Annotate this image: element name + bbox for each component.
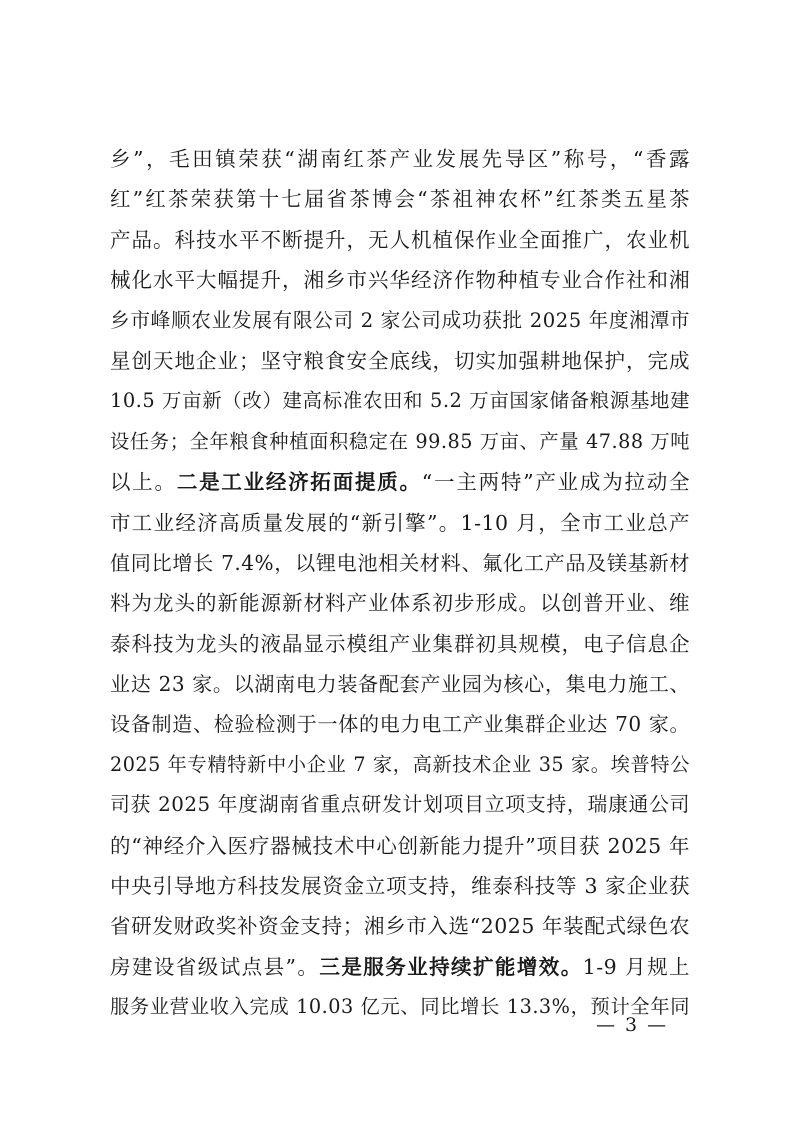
- text-line: [110, 583, 690, 623]
- text-segment: 1-9 月规上: [582, 954, 691, 979]
- text-line: [110, 624, 690, 664]
- text-line: [110, 260, 690, 300]
- text-line: [110, 301, 690, 341]
- text-line: [110, 866, 690, 906]
- text-segment: 械化水平大幅提升，湘乡市兴华经济作物种植专业合作社和湘: [110, 268, 690, 293]
- text-segment: 以上。: [110, 470, 177, 495]
- text-segment: 乡”，毛田镇荣获“湖南红茶产业发展先导区”称号，“香露: [110, 147, 690, 171]
- bold-heading-segment: 三是服务业持续扩能增效。: [319, 954, 583, 979]
- text-segment: 房建设省级试点县”。: [110, 954, 320, 979]
- text-segment: 料为龙头的新能源新材料产业体系初步形成。以创普开业、维: [110, 591, 690, 616]
- text-segment: 中央引导地方科技发展资金立项支持，维泰科技等 3 家企业获: [110, 874, 690, 899]
- text-segment: 服务业营业收入完成 10.03 亿元、同比增长 13.3%，预计全年同: [110, 995, 690, 1019]
- text-line: [110, 543, 690, 583]
- text-segment: 2025 年专精特新中小企业 7 家，高新技术企业 35 家。埃普特公: [110, 752, 690, 776]
- text-segment: 市工业经济高质量发展的“新引擎”。1-10 月，全市工业总产: [110, 510, 690, 535]
- text-segment: 的“神经介入医疗器械技术中心创新能力提升”项目获 2025 年: [110, 833, 690, 858]
- text-line: [110, 503, 690, 543]
- bold-heading-segment: 二是工业经济拓面提质。: [176, 470, 422, 495]
- text-line: [110, 826, 690, 866]
- text-segment: 红”红茶荣获第十七届省茶博会“茶祖神农杯”红茶类五星茶: [110, 187, 690, 212]
- text-line: [110, 381, 690, 421]
- text-segment: 值同比增长 7.4%，以锂电池相关材料、氟化工产品及镁基新材: [110, 550, 690, 575]
- text-line: [110, 745, 690, 785]
- text-line: [110, 139, 690, 179]
- text-line: [110, 785, 690, 825]
- text-segment: 10.5 万亩新（改）建高标准农田和 5.2 万亩国家储备粮源基地建: [110, 389, 690, 413]
- text-line: [110, 220, 690, 260]
- text-segment: 省研发财政奖补资金支持；湘乡市入选“2025 年装配式绿色农: [110, 914, 690, 939]
- text-line: [110, 422, 690, 462]
- text-segment: 泰科技为龙头的液晶显示模组产业集群初具规模，电子信息企: [110, 631, 690, 656]
- text-segment: 设备制造、检验检测于一体的电力电工产业集群企业达 70 家。: [110, 712, 690, 737]
- text-line: [110, 462, 690, 502]
- text-line: [110, 906, 690, 946]
- text-line: [110, 341, 690, 381]
- text-line: [110, 664, 690, 704]
- text-segment: 设任务；全年粮食种植面积稳定在 99.85 万亩、产量 47.88 万吨: [110, 429, 690, 453]
- page-number: — 3 —: [596, 1014, 669, 1036]
- text-line: [110, 947, 690, 987]
- text-segment: “一主两特”产业成为拉动全: [421, 470, 691, 495]
- text-segment: 产品。科技水平不断提升，无人机植保作业全面推广，农业机: [110, 227, 690, 252]
- body-text: [110, 139, 690, 1028]
- text-segment: 星创天地企业；坚守粮食安全底线，切实加强耕地保护，完成: [110, 348, 690, 373]
- text-line: [110, 704, 690, 744]
- text-line: [110, 179, 690, 219]
- text-segment: 乡市峰顺农业发展有限公司 2 家公司成功获批 2025 年度湘潭市: [110, 308, 690, 332]
- text-segment: 司获 2025 年度湖南省重点研发计划项目立项支持，瑞康通公司: [110, 793, 690, 817]
- text-segment: 业达 23 家。以湖南电力装备配套产业园为核心，集电力施工、: [110, 672, 690, 697]
